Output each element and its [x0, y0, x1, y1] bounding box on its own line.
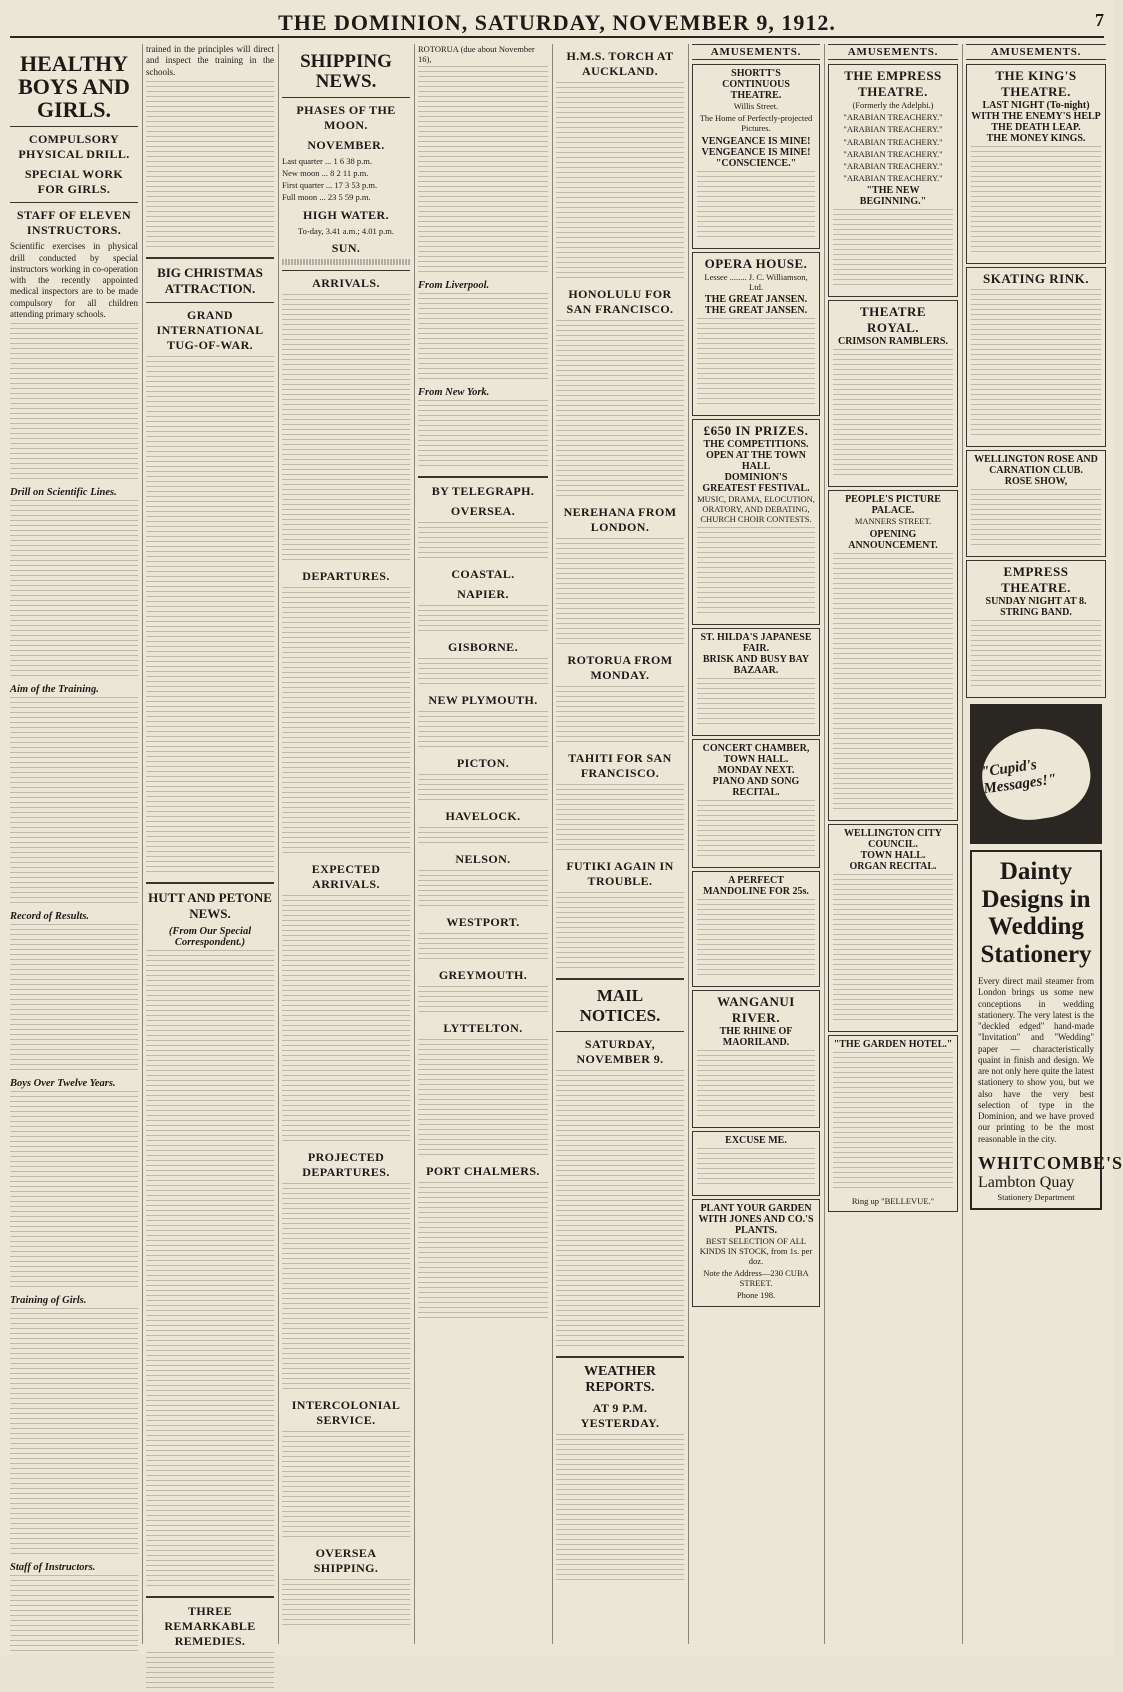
girls-subhead: SPECIAL WORK FOR GIRLS. — [24, 167, 124, 197]
vengeance-title: VENGEANCE IS MINE! — [701, 135, 811, 147]
shipping-list — [282, 587, 410, 857]
shipping-list — [418, 870, 548, 910]
shipping-list — [418, 66, 548, 276]
opera-house-ad: OPERA HOUSE. Lessee ........ J. C. Williamson, Ltd. THE GREAT JANSEN. THE GREAT JANSEN. — [692, 252, 820, 416]
japanese-fair-ad: ST. HILDA'S JAPANESE FAIR. BRISK AND BUSY BAY BAZAAR. — [692, 628, 820, 736]
shipping-list — [282, 294, 410, 564]
nerehana-heading: NEREHANA FROM LONDON. — [563, 505, 677, 534]
shipping-list — [418, 400, 548, 470]
column-rule — [278, 44, 279, 1644]
mandoline-ad: A PERFECT MANDOLINE FOR 25s. — [692, 871, 820, 987]
nelson-heading: NELSON. — [455, 852, 511, 867]
mail-date: SATURDAY, NOVEMBER 9. — [576, 1037, 664, 1066]
shipping-list — [418, 933, 548, 963]
vengeance-title: VENGEANCE IS MINE! — [701, 146, 811, 158]
greymouth-heading: GREYMOUTH. — [438, 968, 528, 983]
aim-heading: Aim of the Training. — [10, 684, 99, 696]
garden-hotel-ad: "THE GARDEN HOTEL." Ring up "BELLEVUE." — [828, 1035, 958, 1212]
november-heading: NOVEMBER. — [307, 137, 385, 152]
amusements-header: AMUSEMENTS. — [828, 44, 958, 60]
article-text-block — [10, 323, 138, 483]
skating-rink-ad: SKATING RINK. — [966, 267, 1106, 447]
boys-heading: Boys Over Twelve Years. — [10, 1078, 116, 1090]
shipping-list — [418, 1039, 548, 1159]
expected-heading: EXPECTED ARRIVALS. — [311, 861, 381, 891]
concert-chamber-ad: CONCERT CHAMBER, TOWN HALL. MONDAY NEXT. PIANO AND SONG RECITAL. — [692, 739, 820, 868]
column-rule — [688, 44, 689, 1644]
article-text-block — [10, 697, 138, 907]
moon-row: New moon ... 8 2 11 p.m. — [282, 168, 369, 179]
text-line — [282, 259, 410, 265]
shipping-headline: SHIPPING NEWS. — [300, 51, 392, 92]
rose-show-ad: WELLINGTON ROSE AND CARNATION CLUB. ROSE SHOW, — [966, 450, 1106, 557]
newyork-heading: From New York. — [418, 387, 490, 399]
departures-heading: DEPARTURES. — [302, 568, 390, 583]
moon-row: Last quarter ... 1 6 38 p.m. — [282, 155, 372, 166]
article-text-block — [556, 686, 684, 746]
brand-department: Stationery Department — [997, 1191, 1075, 1202]
high-water-line: To-day, 3.41 a.m.; 4.01 p.m. — [298, 225, 394, 236]
moon-phases-heading: PHASES OF THE MOON. — [296, 102, 396, 132]
column-rule — [824, 44, 825, 1644]
sun-heading: SUN. — [331, 240, 361, 255]
column-news — [146, 44, 274, 1648]
article-text-block — [10, 924, 138, 1074]
city-council-ad: WELLINGTON CITY COUNCIL. TOWN HALL. ORGAN RECITAL. — [828, 824, 958, 1032]
girls-training-heading: Training of Girls. — [10, 1295, 87, 1307]
christmas-headline: BIG CHRISTMAS ATTRACTION. — [157, 264, 263, 296]
shipping-list — [418, 711, 548, 751]
weather-headline: WEATHER REPORTS. — [583, 1364, 657, 1395]
column-shipping-3 — [556, 44, 684, 1644]
article-text-block — [146, 356, 274, 876]
correspondent-note: (From Our Special Correspondent.) — [168, 925, 252, 948]
port-chalmers-heading: PORT CHALMERS. — [426, 1164, 540, 1179]
stationery-title: Dainty Designs in Wedding Stationery — [980, 858, 1092, 968]
kings-theatre-ad: THE KING'S THEATRE. LAST NIGHT (To-night) WITH THE ENEMY'S HELP THE DEATH LEAP. THE MONEY KINGS. — [966, 64, 1106, 264]
article-text-block — [556, 320, 684, 500]
havelock-heading: HAVELOCK. — [445, 809, 521, 824]
stationery-body: Every direct mail steamer from London brings us some new conceptions in wedding stationery. The very latest is the "deckled edged" hand-made "Invitation" and "Wedding" paper — characteristically quaint in finish and design. We are not only here quite the latest stationery to show you, but we also have the very best selection of type in the Dominion, and we have proved our printing to be the most reasonable in the city. — [978, 976, 1094, 1144]
intercolonial-heading: INTERCOLONIAL SERVICE. — [291, 1397, 401, 1427]
wanganui-ad: WANGANUI RIVER. THE RHINE OF MAORILAND. — [692, 990, 820, 1128]
article-text-block — [556, 784, 684, 854]
shipping-list — [282, 1431, 410, 1541]
masthead — [10, 8, 1104, 38]
column-shipping — [282, 44, 410, 1644]
liverpool-heading: From Liverpool. — [418, 280, 490, 292]
continued-text: ROTORUA (due about November 16), — [418, 44, 535, 65]
column-amusements-1 — [692, 44, 820, 1644]
shipping-list — [418, 827, 548, 847]
page-number: 7 — [1095, 10, 1104, 30]
lyttelton-heading: LYTTELTON. — [443, 1021, 523, 1036]
cupid-message-title: "Cupid's Messages!" — [980, 756, 1058, 798]
futiki-heading: FUTIKI AGAIN IN TROUBLE. — [566, 859, 674, 888]
mail-notices-headline: MAIL NOTICES. — [579, 986, 661, 1025]
picton-heading: PICTON. — [456, 756, 510, 771]
staff-subhead: STAFF OF ELEVEN INSTRUCTORS. — [16, 208, 132, 238]
instructors-heading: Staff of Instructors. — [10, 1562, 96, 1574]
remedies-headline: THREE REMARKABLE REMEDIES. — [164, 1603, 256, 1648]
hutt-petone-headline: HUTT AND PETONE NEWS. — [148, 889, 272, 921]
honolulu-heading: HONOLULU FOR SAN FRANCISCO. — [566, 287, 674, 316]
intro-paragraph: Scientific exercises in physical drill conducted by special instructors working in co-operation with the recently appointed medical inspectors are to be made compulsory for all children attending primary schools. — [10, 241, 138, 319]
shipping-list — [418, 605, 548, 635]
article-text-block — [556, 892, 684, 972]
shipping-list — [282, 1579, 410, 1629]
column-rule — [414, 44, 415, 1644]
article-text-block — [146, 81, 274, 251]
moon-table — [282, 156, 410, 203]
jones-plants-ad: PLANT YOUR GARDEN WITH JONES AND CO.'S PLANTS. BEST SELECTION OF ALL KINDS IN STOCK, from 1s. per doz. Note the Address—230 CUBA STREET. Phone 198. — [692, 1199, 820, 1307]
drill-method-heading: Drill on Scientific Lines. — [10, 487, 117, 499]
column-rule — [962, 44, 963, 1644]
amusements-header: AMUSEMENTS. — [692, 44, 820, 60]
brand-street: Lambton Quay — [978, 1173, 1075, 1191]
whitcombes-stationery-ad — [970, 850, 1123, 1210]
conscience-title: "CONSCIENCE." — [715, 157, 797, 169]
shipping-list — [418, 658, 548, 688]
mail-list — [556, 1070, 684, 1350]
shipping-list — [282, 1183, 410, 1393]
healthy-boys-headline: HEALTHY BOYS AND GIRLS. — [18, 51, 130, 123]
article-text-block — [10, 1575, 138, 1655]
torch-heading: H.M.S. TORCH AT AUCKLAND. — [566, 49, 674, 78]
excuse-me-ad: EXCUSE ME. — [692, 1131, 820, 1196]
brand-name: WHITCOMBE'S — [978, 1152, 1123, 1173]
column-amusements-3 — [966, 44, 1123, 1644]
empress-theatre-ad: THE EMPRESS THEATRE. (Formerly the Adelphi.) "ARABIAN TREACHERY." "ARABIAN TREACHERY." "ARABIAN TREACHERY." "ARABIAN TREACHERY." "ARABIAN TREACHERY." "ARABIAN TREACHERY." "THE NEW BEGINNING." — [828, 64, 958, 297]
column-amusements-2 — [828, 44, 958, 1644]
article-text-block — [10, 1091, 138, 1291]
arrivals-heading: ARRIVALS. — [312, 275, 380, 290]
article-text-block — [10, 500, 138, 680]
shipping-list — [418, 774, 548, 804]
weather-subhead: AT 9 P.M. YESTERDAY. — [580, 1401, 660, 1430]
competitions-ad: £650 IN PRIZES. THE COMPETITIONS. OPEN AT THE TOWN HALL DOMINION'S GREATEST FESTIVAL. MUSIC, DRAMA, ELOCUTION, ORATORY, AND DEBATING, CHURCH CHOIR CONTESTS. — [692, 419, 820, 625]
column-rule — [552, 44, 553, 1644]
peoples-palace-ad: PEOPLE'S PICTURE PALACE. MANNERS STREET. OPENING ANNOUNCEMENT. — [828, 490, 958, 820]
empress-sunday-ad: EMPRESS THEATRE. SUNDAY NIGHT AT 8. STRING BAND. — [966, 560, 1106, 698]
new-plymouth-heading: NEW PLYMOUTH. — [428, 693, 538, 708]
shipping-list — [418, 986, 548, 1016]
shipping-list — [418, 1182, 548, 1322]
coastal-heading: COASTAL. — [451, 567, 515, 582]
shipping-list — [418, 522, 548, 562]
oversea-heading: OVERSEA. — [450, 504, 516, 519]
moon-row: First quarter ... 17 3 53 p.m. — [282, 180, 378, 191]
westport-heading: WESTPORT. — [446, 915, 520, 930]
gisborne-heading: GISBORNE. — [448, 640, 518, 655]
shipping-list — [418, 293, 548, 383]
moon-row: Full moon ... 23 5 59 p.m. — [282, 192, 371, 203]
article-text-block — [556, 538, 684, 648]
article-text-block — [146, 950, 274, 1590]
column-rule — [142, 44, 143, 1644]
column-shipping-2 — [418, 44, 548, 1644]
high-water-heading: HIGH WATER. — [303, 207, 389, 222]
tahiti-heading: TAHITI FOR SAN FRANCISCO. — [568, 751, 672, 780]
tug-of-war-subhead: GRAND INTERNATIONAL TUG-OF-WAR. — [156, 307, 264, 352]
continued-text: trained in the principles will direct and inspect the training in the schools. — [146, 44, 274, 77]
oversea-shipping-heading: OVERSEA SHIPPING. — [313, 1545, 379, 1575]
compulsory-drill-subhead: COMPULSORY PHYSICAL DRILL. — [18, 132, 130, 162]
article-text-block — [10, 1308, 138, 1558]
weather-list — [556, 1434, 684, 1584]
record-heading: Record of Results. — [10, 911, 90, 923]
article-text-block — [556, 82, 684, 282]
heart-icon — [976, 722, 1095, 826]
projected-heading: PROJECTED DEPARTURES. — [302, 1149, 390, 1179]
column-education — [10, 44, 138, 1644]
article-text-block — [146, 1652, 274, 1692]
telegraph-heading: BY TELEGRAPH. — [431, 484, 535, 499]
shortt-theatre-ad: SHORTT'S CONTINUOUS THEATRE. Willis Street. The Home of Perfectly-projected Pictures. VENGEANCE IS MINE! VENGEANCE IS MINE! "CONSCIENCE." — [692, 64, 820, 249]
napier-heading: NAPIER. — [457, 587, 509, 602]
shipping-list — [282, 895, 410, 1145]
cupids-messages-illustration — [970, 704, 1102, 844]
rotorua-heading: ROTORUA FROM MONDAY. — [567, 653, 673, 682]
theatre-royal-ad: THEATRE ROYAL. CRIMSON RAMBLERS. — [828, 300, 958, 487]
masthead-title: THE DOMINION, SATURDAY, NOVEMBER 9, 1912. — [278, 10, 836, 35]
amusements-header: AMUSEMENTS. — [966, 44, 1106, 60]
